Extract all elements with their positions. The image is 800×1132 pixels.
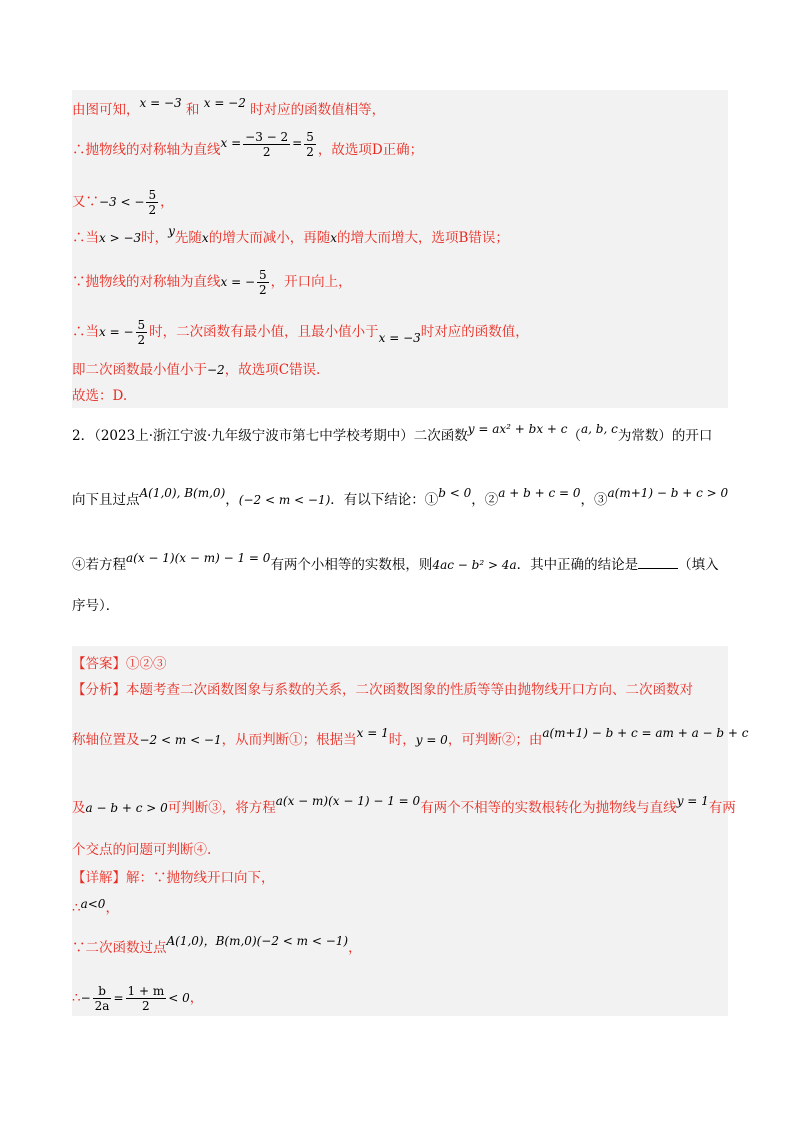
- detail-line-1: 【详解】解：∵抛物线开口向下，: [72, 870, 275, 886]
- detail-line-2: ∴a<0，: [72, 897, 119, 916]
- analysis-line-4: 个交点的问题可判断④.: [72, 842, 212, 858]
- sol1-line-7: 即二次函数最小值小于−2，故选项C错误.: [72, 362, 321, 378]
- analysis-line-2: 称轴位置及−2 < m < −1，从而判断①；根据当x = 1时，y = 0，可判断②；由a(m+1) − b + c = am + a − b + c: [72, 726, 749, 748]
- fraction: $\frac{5}{2}$: [148, 188, 157, 217]
- fraction: $\frac{-3 - 2}{2}$: [245, 130, 289, 159]
- fraction: $\frac{5}{2}$: [259, 268, 267, 297]
- detail-line-4: ∴− $\frac{b}{2a}$ = $\frac{1 + m}{2}$ < 0，: [72, 984, 204, 1013]
- sol1-line-6: ∴当x = − $\frac{5}{2}$ 时，二次函数有最小值，且最小值小于x = −3时对应的函数值，: [72, 318, 529, 347]
- q2-line-3: ④若方程a(x − 1)(x − m) − 1 = 0有两个小相等的实数根，则4ac − b² > 4a．其中正确的结论是 （填入: [72, 551, 719, 573]
- sol1-line-3: 又∵−3 < − $\frac{5}{2}$ ，: [72, 188, 174, 217]
- analysis-line-3: 及a − b + c > 0可判断③，将方程a(x − m)(x − 1) − 1 = 0有两个不相等的实数根转化为抛物线与直线y = 1有两: [72, 794, 736, 816]
- analysis-line-1: 【分析】本题考查二次函数图象与系数的关系，二次函数图象的性质等等由抛物线开口方向、二次函数对: [72, 682, 693, 698]
- answer-line: 【答案】①②③: [72, 656, 167, 672]
- q2-line-1: 2．（2023上·浙江宁波·九年级宁波市第七中学校考期中）二次函数y = ax² + bx + c（a, b, c为常数）的开口: [72, 422, 713, 444]
- fraction: $\frac{b}{2a}$: [94, 984, 110, 1013]
- fraction: $\frac{1 + m}{2}$: [127, 984, 165, 1013]
- sol1-line-8: 故选：D.: [72, 388, 128, 404]
- answer-box: [72, 646, 728, 1016]
- sol1-line-2: ∴抛物线的对称轴为直线x = $\frac{-3 - 2}{2}$ = $\frac{5}{2}$ ，故选项D正确；: [72, 130, 424, 159]
- fraction: $\frac{5}{2}$: [137, 318, 146, 347]
- sol1-line-5: ∵抛物线的对称轴为直线x = − $\frac{5}{2}$ ，开口向上，: [72, 268, 352, 297]
- answer-blank[interactable]: [638, 554, 678, 569]
- detail-line-3: ∵二次函数过点A(1,0)，B(m,0)(−2 < m < −1)，: [72, 934, 362, 956]
- q2-line-2: 向下且过点A(1,0), B(m,0)，(−2 < m < −1)．有以下结论：①b < 0，②a + b + c = 0，③a(m+1) − b + c > 0: [72, 486, 729, 508]
- sol1-line-4: ∴当x > −3时，y先随x的增大而减小，再随x的增大而增大，选项B错误；: [72, 224, 509, 246]
- q2-line-4: 序号）．: [72, 598, 120, 614]
- fraction: $\frac{5}{2}$: [306, 130, 314, 159]
- sol1-line-1: 由图可知，x = −3 和 x = −2 时对应的函数值相等，: [72, 96, 386, 118]
